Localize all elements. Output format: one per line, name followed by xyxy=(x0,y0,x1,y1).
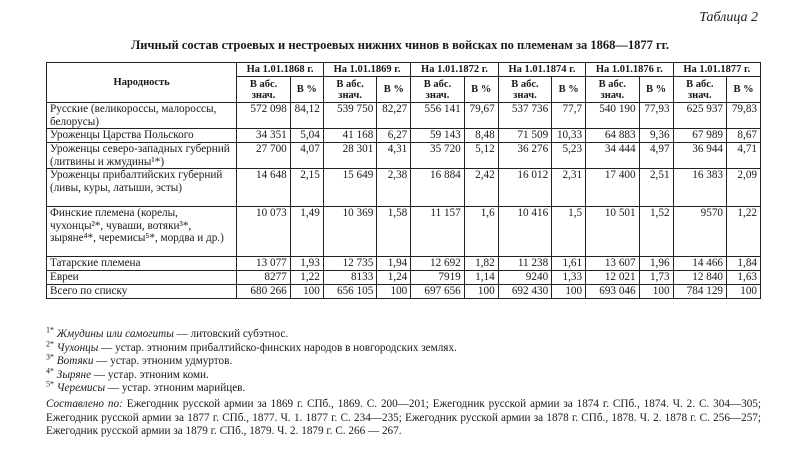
cell-percent: 1,94 xyxy=(377,257,411,271)
cell-percent: 4,07 xyxy=(290,143,323,169)
cell-percent: 1,84 xyxy=(727,257,761,271)
row-nationality: Татарские племена xyxy=(47,257,237,271)
header-pct: В % xyxy=(552,77,586,103)
cell-percent: 4,97 xyxy=(639,143,673,169)
header-abs: В абс. знач. xyxy=(411,77,464,103)
cell-absolute: 10 501 xyxy=(586,207,639,257)
cell-absolute: 12 692 xyxy=(411,257,464,271)
footnote xyxy=(46,365,761,383)
cell-absolute: 41 168 xyxy=(323,129,376,143)
table-row xyxy=(47,169,761,207)
footnote-mark: 3* xyxy=(46,352,54,362)
header-year: На 1.01.1876 г. xyxy=(586,63,673,77)
cell-percent: 9,36 xyxy=(639,129,673,143)
table-row xyxy=(47,257,761,271)
cell-absolute: 784 129 xyxy=(673,285,726,299)
cell-percent: 1,5 xyxy=(552,207,586,257)
cell-absolute: 11 157 xyxy=(411,207,464,257)
header-pct: В % xyxy=(639,77,673,103)
cell-absolute: 556 141 xyxy=(411,103,464,129)
cell-absolute: 13 607 xyxy=(586,257,639,271)
cell-absolute: 16 884 xyxy=(411,169,464,207)
footnote xyxy=(46,352,761,369)
cell-absolute: 7919 xyxy=(411,271,464,285)
cell-absolute: 656 105 xyxy=(323,285,376,299)
cell-absolute: 14 648 xyxy=(237,169,290,207)
footnote-mark: 1* xyxy=(46,325,54,335)
cell-percent: 2,09 xyxy=(727,169,761,207)
cell-percent: 2,15 xyxy=(290,169,323,207)
cell-percent: 2,38 xyxy=(377,169,411,207)
header-abs: В абс. знач. xyxy=(237,77,290,103)
cell-absolute: 36 944 xyxy=(673,143,726,169)
cell-percent: 1,82 xyxy=(464,257,498,271)
header-year: На 1.01.1869 г. xyxy=(323,63,410,77)
table-row xyxy=(47,285,761,299)
cell-percent: 1,58 xyxy=(377,207,411,257)
cell-absolute: 540 190 xyxy=(586,103,639,129)
cell-absolute: 8277 xyxy=(237,271,290,285)
header-pct: В % xyxy=(727,77,761,103)
cell-absolute: 14 466 xyxy=(673,257,726,271)
cell-percent: 79,83 xyxy=(727,103,761,129)
header-abs: В абс. знач. xyxy=(323,77,376,103)
cell-percent: 1,24 xyxy=(377,271,411,285)
cell-percent: 1,61 xyxy=(552,257,586,271)
header-nationality: Народность xyxy=(47,63,237,103)
footnote-text: — устар. этноним марийцев. xyxy=(105,382,246,394)
cell-absolute: 11 238 xyxy=(498,257,551,271)
cell-absolute: 10 369 xyxy=(323,207,376,257)
cell-percent: 100 xyxy=(727,285,761,299)
cell-percent: 1,49 xyxy=(290,207,323,257)
cell-absolute: 12 021 xyxy=(586,271,639,285)
footnote-term: Зыряне xyxy=(56,368,92,381)
cell-absolute: 71 509 xyxy=(498,129,551,143)
cell-percent: 4,31 xyxy=(377,143,411,169)
table-title: Личный состав строевых и нестроевых нижних чинов в войсках по племенам за 1868—1877 гг. xyxy=(130,38,670,52)
cell-percent: 1,6 xyxy=(464,207,498,257)
table-number-label: Таблица 2 xyxy=(699,10,758,25)
row-nationality: Всего по списку xyxy=(47,285,237,299)
cell-percent: 6,27 xyxy=(377,129,411,143)
cell-absolute: 12 840 xyxy=(673,271,726,285)
cell-absolute: 34 444 xyxy=(586,143,639,169)
footnote-text: — устар. этноним прибалтийско-финских народов в новгородских землях. xyxy=(98,341,457,354)
header-year: На 1.01.1868 г. xyxy=(237,63,324,77)
cell-absolute: 27 700 xyxy=(237,143,290,169)
cell-percent: 100 xyxy=(290,285,323,299)
footnote-term: Жмудины или самогиты xyxy=(56,328,174,340)
row-nationality: Евреи xyxy=(47,271,237,285)
footnote xyxy=(46,338,761,356)
row-nationality: Финские племена (корелы, чухонцы²*, чуваши, вотяки³*, зыряне⁴*, черемисы⁵*, мордва и др.) xyxy=(47,207,237,257)
cell-absolute: 36 276 xyxy=(498,143,551,169)
cell-percent: 1,93 xyxy=(290,257,323,271)
header-pct: В % xyxy=(377,77,411,103)
cell-absolute: 35 720 xyxy=(411,143,464,169)
cell-percent: 5,04 xyxy=(290,129,323,143)
footnotes xyxy=(46,325,761,396)
cell-absolute: 59 143 xyxy=(411,129,464,143)
cell-percent: 82,27 xyxy=(377,103,411,129)
cell-absolute: 697 656 xyxy=(411,285,464,299)
cell-percent: 100 xyxy=(464,285,498,299)
cell-percent: 100 xyxy=(552,285,586,299)
cell-absolute: 539 750 xyxy=(323,103,376,129)
cell-absolute: 680 266 xyxy=(237,285,290,299)
header-pct: В % xyxy=(290,77,323,103)
row-nationality: Уроженцы северо-западных губерний (литвины и жмудины¹*) xyxy=(47,143,237,169)
table-row xyxy=(47,143,761,169)
footnote xyxy=(46,379,761,396)
source-label: Составлено по: xyxy=(46,398,123,410)
header-abs: В абс. знач. xyxy=(673,77,726,103)
footnote-mark: 2* xyxy=(46,338,54,348)
cell-absolute: 67 989 xyxy=(673,129,726,143)
header-abs: В абс. знач. xyxy=(586,77,639,103)
cell-absolute: 17 400 xyxy=(586,169,639,207)
header-pct: В % xyxy=(464,77,498,103)
cell-percent: 2,31 xyxy=(552,169,586,207)
cell-percent: 1,22 xyxy=(290,271,323,285)
cell-percent: 2,42 xyxy=(464,169,498,207)
cell-absolute: 572 098 xyxy=(237,103,290,129)
cell-percent: 10,33 xyxy=(552,129,586,143)
row-nationality: Русские (великороссы, малороссы, белорусы) xyxy=(47,103,237,129)
cell-percent: 77,93 xyxy=(639,103,673,129)
source-citation xyxy=(46,398,761,439)
cell-percent: 5,23 xyxy=(552,143,586,169)
footnote-mark: 4* xyxy=(46,365,54,375)
cell-absolute: 9570 xyxy=(673,207,726,257)
cell-absolute: 34 351 xyxy=(237,129,290,143)
nationality-table xyxy=(46,62,761,299)
cell-percent: 1,52 xyxy=(639,207,673,257)
table-row xyxy=(47,103,761,129)
table-row xyxy=(47,271,761,285)
row-nationality: Уроженцы прибалтийских губерний (ливы, куры, латыши, эсты) xyxy=(47,169,237,207)
footnote-term: Чухонцы xyxy=(56,341,99,354)
cell-percent: 5,12 xyxy=(464,143,498,169)
footnote-term: Вотяки xyxy=(56,355,94,367)
cell-percent: 1,96 xyxy=(639,257,673,271)
cell-absolute: 10 416 xyxy=(498,207,551,257)
cell-percent: 100 xyxy=(639,285,673,299)
footnote-mark: 5* xyxy=(46,379,54,389)
source-text: Ежегодник русской армии за 1869 г. СПб., 1869. С. 200—201; Ежегодник русской армии за 1874 г. СПб., 1874. Ч. 2. С. 304—305; Ежегодник русской армии за 1877 г. СПб., 1877. Ч. 1. 1877 г. С. 234—235; Ежегодник русской армии за 1878 г. СПб., 1878. Ч. 2. 1878 г. С. 256—257; Ежегодник русской армии за 1879 г. СПб., 1879. Ч. 2. 1879 г. С. 266 — 267. xyxy=(46,398,761,437)
cell-absolute: 9240 xyxy=(498,271,551,285)
footnote-text: — устар. этноним коми. xyxy=(91,368,209,381)
row-nationality: Уроженцы Царства Польского xyxy=(47,129,237,143)
cell-percent: 4,71 xyxy=(727,143,761,169)
cell-percent: 1,63 xyxy=(727,271,761,285)
cell-percent: 79,67 xyxy=(464,103,498,129)
cell-absolute: 10 073 xyxy=(237,207,290,257)
cell-percent: 1,14 xyxy=(464,271,498,285)
footnote-text: — устар. этноним удмуртов. xyxy=(93,355,233,367)
cell-absolute: 16 383 xyxy=(673,169,726,207)
footnote-text: — литовский субэтнос. xyxy=(173,328,289,340)
cell-absolute: 537 736 xyxy=(498,103,551,129)
cell-percent: 1,33 xyxy=(552,271,586,285)
cell-percent: 2,51 xyxy=(639,169,673,207)
cell-absolute: 12 735 xyxy=(323,257,376,271)
cell-percent: 8,67 xyxy=(727,129,761,143)
cell-absolute: 625 937 xyxy=(673,103,726,129)
cell-percent: 84,12 xyxy=(290,103,323,129)
cell-absolute: 64 883 xyxy=(586,129,639,143)
header-year: На 1.01.1877 г. xyxy=(673,63,760,77)
cell-absolute: 13 077 xyxy=(237,257,290,271)
cell-absolute: 8133 xyxy=(323,271,376,285)
header-year: На 1.01.1874 г. xyxy=(498,63,585,77)
footnote-term: Черемисы xyxy=(56,382,106,394)
table-row xyxy=(47,129,761,143)
cell-absolute: 16 012 xyxy=(498,169,551,207)
header-year: На 1.01.1872 г. xyxy=(411,63,498,77)
header-abs: В абс. знач. xyxy=(498,77,551,103)
cell-absolute: 28 301 xyxy=(323,143,376,169)
cell-absolute: 692 430 xyxy=(498,285,551,299)
cell-absolute: 693 046 xyxy=(586,285,639,299)
cell-percent: 1,73 xyxy=(639,271,673,285)
table-row xyxy=(47,207,761,257)
cell-absolute: 15 649 xyxy=(323,169,376,207)
footnote xyxy=(46,325,761,342)
cell-percent: 77,7 xyxy=(552,103,586,129)
cell-percent: 1,22 xyxy=(727,207,761,257)
cell-percent: 100 xyxy=(377,285,411,299)
cell-percent: 8,48 xyxy=(464,129,498,143)
